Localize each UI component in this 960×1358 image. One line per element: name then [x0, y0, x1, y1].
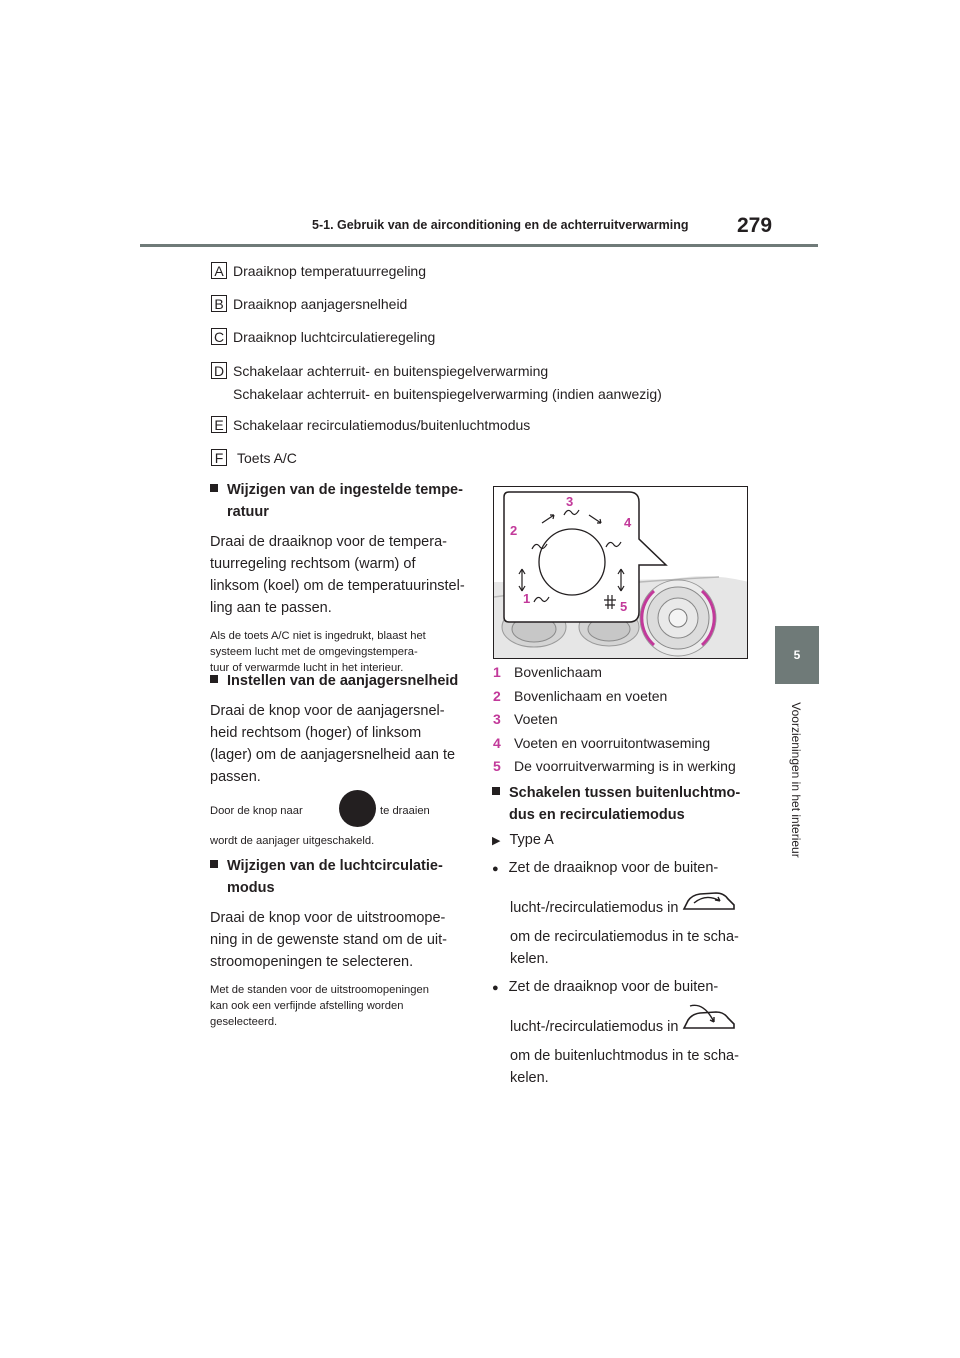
list-item: 4 Voeten en voorruitontwaseming [493, 734, 711, 751]
figure-label-3: 3 [566, 494, 574, 509]
figure-label-5: 5 [620, 599, 628, 614]
fan-off-position-icon [339, 790, 376, 827]
fan-heading: Instellen van de aanjagersnelheid [210, 670, 472, 692]
legend-key-b: B [211, 295, 227, 312]
fan-body: Draai de knop voor de aanjagersnel- heid rechtsom (hoger) of linksom (lager) om de aanjagersnelheid aan te passen. [210, 703, 456, 785]
circulation-body: Draai de knop voor de uitstroomope- ning in de gewenste stand om de uit- stroomopeningen te selecteren. [210, 910, 447, 970]
outside-air-mode-icon [680, 1004, 738, 1036]
list-item: 1 Bovenlichaam [493, 664, 602, 680]
legend-text-b: Draaiknop aanjagersnelheid [233, 296, 408, 312]
temperature-section [210, 479, 472, 676]
recirculation-mode-icon [680, 885, 738, 917]
bullet-1-line1: ● Zet de draaiknop voor de buiten- [492, 857, 718, 880]
switching-heading: Schakelen tussen buitenluchtmo- [492, 782, 762, 804]
circulation-heading-cont: modus [227, 880, 275, 896]
legend-text-a: Draaiknop temperatuurregeling [233, 263, 426, 279]
legend-key-f: F [211, 449, 227, 466]
bullet-2-line1: ● Zet de draaiknop voor de buiten- [492, 976, 718, 999]
section-title: 5-1. Gebruik van de airconditioning en de achterruitverwarming [312, 218, 689, 232]
circulation-section [210, 855, 472, 1030]
figure-label-4: 4 [624, 515, 632, 530]
circulation-note: Met de standen voor de uitstroomopeningen kan ook een verfijnde afstelling worden geselecteerd. [210, 984, 429, 1028]
square-bullet-icon [210, 675, 218, 683]
circulation-heading: Wijzigen van de luchtcirculatie- [210, 855, 472, 877]
legend-text-e: Schakelaar recirculatiemodus/buitenluchtmodus [233, 417, 531, 433]
chapter-title-vertical [788, 690, 804, 870]
mode-list [493, 664, 736, 782]
temperature-note: Als de toets A/C niet is ingedrukt, blaast het systeem lucht met de omgevingstempera- tuur of verwarmde lucht in het interieur. [210, 630, 426, 674]
legend-text-c: Draaiknop luchtcirculatieregeling [233, 329, 436, 345]
temperature-body: Draai de draaiknop voor de tempera- tuurregeling rechtsom (warm) of linksom (koel) om de temperatuurinstel- ling aan te passen. [210, 534, 465, 616]
legend-key-a: A [211, 262, 227, 279]
legend-key-e: E [211, 416, 227, 433]
page-number: 279 [737, 214, 773, 237]
square-bullet-icon [210, 860, 218, 868]
bullet-1-line4: kelen. [510, 951, 549, 967]
type-label: ▶ Type A [492, 829, 554, 852]
legend-key-c: C [211, 328, 227, 345]
chapter-title: Voorzieningen in het interieur [789, 702, 803, 858]
temperature-heading-cont: ratuur [227, 504, 269, 520]
figure-label-2: 2 [510, 523, 518, 538]
legend-text-d: Schakelaar achterruit- en buitenspiegelverwarming [233, 363, 549, 379]
fan-note-part1: Door de knop naar [210, 805, 303, 817]
square-bullet-icon [492, 787, 500, 795]
bullet-2-line3: om de buitenluchtmodus in te scha- [510, 1048, 739, 1064]
fan-note-part2: te draaien [380, 805, 430, 817]
legend-key-d: D [211, 362, 227, 379]
bullet-2-line2: lucht-/recirculatiemodus in [510, 1019, 679, 1035]
header-rule [140, 244, 818, 247]
list-item: 5 De voorruitverwarming is in werking [493, 758, 736, 774]
list-item: 2 Bovenlichaam en voeten [493, 687, 668, 704]
fan-section [210, 670, 472, 788]
bullet-1-line2: lucht-/recirculatiemodus in [510, 900, 679, 916]
list-item: 3 Voeten [493, 711, 558, 727]
fan-note-line2: wordt de aanjager uitgeschakeld. [210, 835, 375, 847]
bullet-1-line3: om de recirculatiemodus in te scha- [510, 929, 739, 945]
bullet-2-line4: kelen. [510, 1070, 549, 1086]
square-bullet-icon [210, 484, 218, 492]
switching-section [492, 782, 762, 826]
figure-label-1: 1 [523, 591, 531, 606]
legend-text-f: Toets A/C [237, 450, 297, 466]
dial-illustration [494, 487, 748, 659]
temperature-heading: Wijzigen van de ingestelde tempe- [210, 479, 472, 501]
chapter-tab: 5 [775, 626, 819, 684]
legend-text-d2: Schakelaar achterruit- en buitenspiegelverwarming (indien aanwezig) [233, 386, 662, 402]
air-outlet-dial-figure [493, 486, 748, 659]
switching-heading-cont: dus en recirculatiemodus [509, 807, 685, 823]
